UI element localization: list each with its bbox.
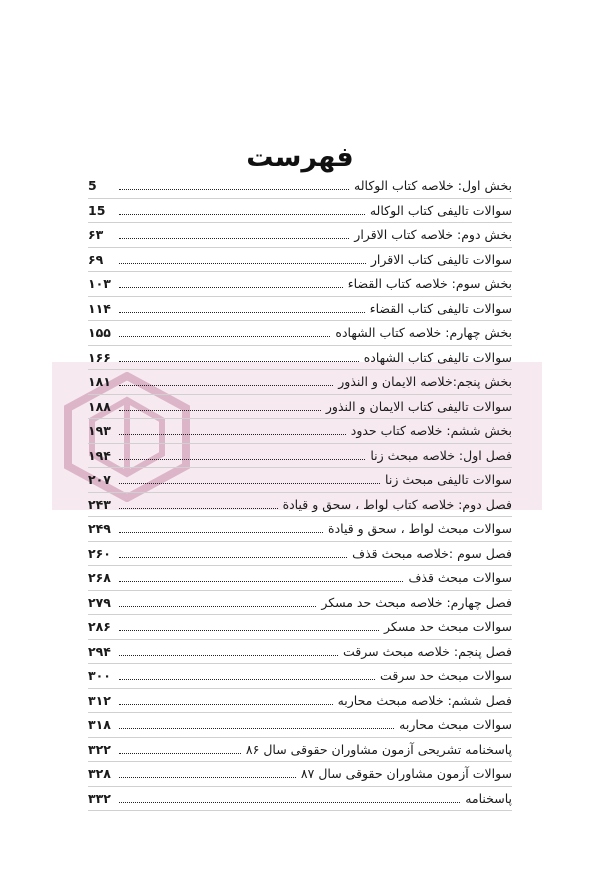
toc-entry[interactable] [88,321,512,346]
toc-entry-title: سوالات مبحث محاربه [399,717,512,733]
toc-entry-page: ۱۹۴ [88,447,111,463]
toc-leader-dots [119,655,338,656]
toc-leader-dots [119,704,333,705]
toc-entry[interactable] [88,493,512,518]
page-title: فهرست [246,142,354,173]
toc-entry-title: سوالات تالیفی کتاب القضاء [369,300,512,316]
toc-entry[interactable] [88,615,512,640]
toc-leader-dots [119,459,365,460]
toc-entry-title: سوالات مبحث حد مسکر [384,619,512,635]
toc-entry-page: ۲۴۳ [88,496,111,512]
toc-entry-page: ۱۹۳ [88,423,111,439]
toc-entry-title: فصل پنجم: خلاصه مبحث سرقت [343,643,512,659]
toc-entry[interactable] [88,689,512,714]
toc-entry-page: 15 [88,202,106,218]
toc-entry-page: ۱۸۱ [88,374,111,390]
toc-entry[interactable] [88,272,512,297]
toc-entry-page: ۲۷۹ [88,594,111,610]
toc-entry-title: سوالات مبحث قذف [408,570,512,586]
toc-entry-title: سوالات آزمون مشاوران حقوقی سال ۸۷ [300,766,512,782]
toc-entry[interactable] [88,738,512,763]
toc-leader-dots [119,532,323,533]
toc-leader-dots [119,606,316,607]
toc-entry-title: سوالات تالیفی کتاب الوکاله [369,202,512,218]
toc-entry-page: ۱۰۳ [88,276,111,292]
toc-entry-page: ۲۰۷ [88,472,111,488]
toc-leader-dots [119,263,366,264]
toc-leader-dots [119,753,241,754]
toc-leader-dots [119,581,403,582]
toc-entry-page: ۶۹ [88,251,104,267]
toc-leader-dots [119,385,333,386]
toc-entry-title: فصل چهارم: خلاصه مبحث حد مسکر [321,594,512,610]
toc-entry[interactable] [88,223,512,248]
toc-entry-title: پاسخنامه [465,790,512,806]
toc-entry[interactable] [88,419,512,444]
toc-entry[interactable] [88,640,512,665]
toc-entry[interactable] [88,346,512,371]
toc-entry-title: بخش ششم: خلاصه کتاب حدود [350,423,512,439]
toc-entry-page: ۲۸۶ [88,619,111,635]
toc-entry-title: پاسخنامه تشریحی آزمون مشاوران حقوقی سال ۸۶ [245,741,512,757]
toc-entry[interactable] [88,542,512,567]
toc-entry-page: ۳۳۲ [88,790,111,806]
toc-entry-title: سوالات مبحث حد سرقت [380,668,512,684]
toc-entry[interactable] [88,199,512,224]
toc-entry[interactable] [88,762,512,787]
toc-entry[interactable] [88,174,512,199]
toc-leader-dots [119,728,394,729]
toc-entry[interactable] [88,444,512,469]
toc-entry[interactable] [88,787,512,812]
toc-leader-dots [119,508,278,509]
toc-entry-page: ۶۳ [88,227,104,243]
toc-entry-page: ۱۱۴ [88,300,111,316]
toc-entry-title: فصل دوم: خلاصه کتاب لواط ، سحق و قیادة [282,496,512,512]
toc-entry-title: فصل سوم :خلاصه مبحث قذف [352,545,512,561]
toc-leader-dots [119,630,379,631]
toc-leader-dots [119,312,365,313]
toc-entry[interactable] [88,395,512,420]
toc-entry-page: ۳۲۲ [88,741,111,757]
toc-leader-dots [119,777,296,778]
toc-entry-page: ۱۵۵ [88,325,111,341]
toc-leader-dots [119,189,349,190]
toc-leader-dots [119,410,321,411]
toc-entry-title: بخش پنجم:خلاصه الایمان و النذور [338,374,512,390]
toc-leader-dots [119,557,347,558]
toc-entry[interactable] [88,664,512,689]
toc-entry[interactable] [88,248,512,273]
table-of-contents [88,174,512,811]
toc-entry[interactable] [88,591,512,616]
toc-entry-page: ۳۲۸ [88,766,111,782]
toc-leader-dots [119,679,375,680]
toc-entry[interactable] [88,713,512,738]
toc-entry-title: فصل اول: خلاصه مبحث زنا [370,447,512,463]
toc-entry-title: بخش دوم: خلاصه کتاب الاقرار [354,227,512,243]
toc-entry[interactable] [88,297,512,322]
toc-entry[interactable] [88,468,512,493]
toc-entry-page: ۳۰۰ [88,668,111,684]
toc-entry-page: ۲۶۸ [88,570,111,586]
toc-entry[interactable] [88,370,512,395]
toc-entry-page: ۱۸۸ [88,398,111,414]
toc-entry[interactable] [88,517,512,542]
toc-leader-dots [119,214,365,215]
toc-entry-title: بخش چهارم: خلاصه کتاب الشهاده [335,325,512,341]
toc-leader-dots [119,434,346,435]
toc-entry-page: ۲۹۴ [88,643,111,659]
toc-entry[interactable] [88,566,512,591]
toc-entry-title: سوالات تالیفی مبحث زنا [385,472,512,488]
toc-entry-title: سوالات تالیفی کتاب الایمان و النذور [325,398,512,414]
toc-entry-title: بخش اول: خلاصه کتاب الوکاله [354,178,512,194]
toc-entry-page: ۳۱۲ [88,692,111,708]
toc-entry-title: سوالات تالیفی کتاب الشهاده [363,349,512,365]
toc-entry-page: ۳۱۸ [88,717,111,733]
toc-entry-title: بخش سوم: خلاصه کتاب القضاء [347,276,512,292]
toc-entry-page: 5 [88,178,97,194]
toc-entry-title: سوالات تالیفی کتاب الاقرار [370,251,512,267]
toc-entry-page: ۱۶۶ [88,349,111,365]
toc-entry-page: ۲۶۰ [88,545,111,561]
toc-entry-title: سوالات مبحث لواط ، سحق و قیادة [328,521,512,537]
toc-leader-dots [119,802,460,803]
toc-leader-dots [119,483,380,484]
toc-entry-page: ۲۴۹ [88,521,111,537]
toc-entry-title: فصل ششم: خلاصه مبحث محاربه [337,692,512,708]
toc-leader-dots [119,361,359,362]
toc-leader-dots [119,238,349,239]
toc-leader-dots [119,287,343,288]
toc-leader-dots [119,336,330,337]
